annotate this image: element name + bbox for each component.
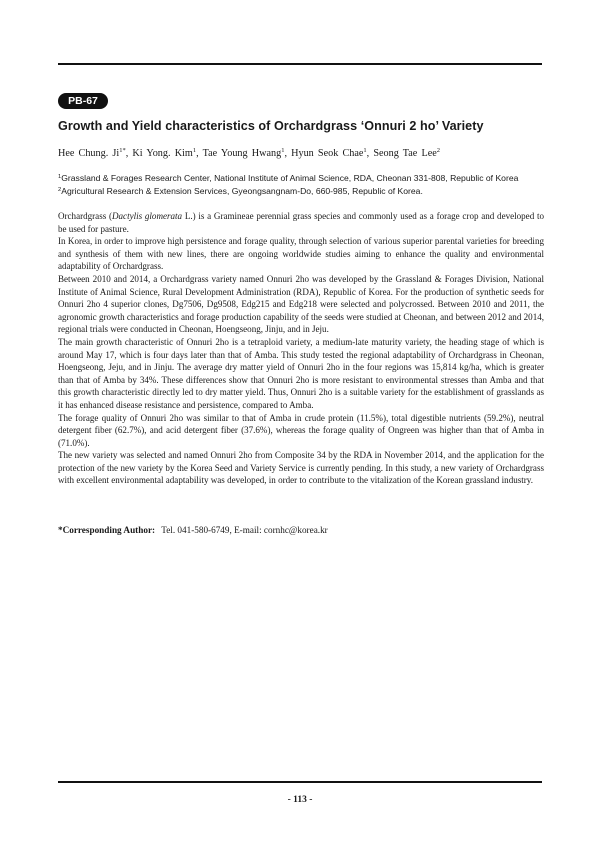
corresponding-contact: Tel. 041-580-6749, E-mail: cornhc@korea.kr — [161, 525, 328, 535]
paper-title: Growth and Yield characteristics of Orchardgrass ‘Onnuri 2 ho’ Variety — [58, 119, 484, 133]
author-list — [58, 147, 542, 159]
abstract-paragraph: Orchardgrass (Dactylis glomerata L.) is a Gramineae perennial grass species and commonly used as a forage crop and developed to be used for pasture. — [58, 211, 545, 234]
abstract-paragraph: The main growth characteristic of Onnuri 2ho is a tetraploid variety, a medium-late maturity variety, the heading stage of which is around May 17, which is four days later than that of Amba. This study tested the regional adaptability of Orchardgrass in Cheonan, Hoengseong, Jeju, and in Jinju. The average dry matter yield of Onnuri 2ho in the four regions was 15,814 kg/ha, which is greater than that of Amba by 34%. These differences show that Onnuri 2ho is more resistant to environmental stresses than Amba and that this growth characteristic directly led to dry matter yield. Thus, Onnuri 2ho is a suitable variety for the establishment of grasslands as it has enhanced disease resistance and persistence, compared to Amba. — [58, 336, 544, 410]
affiliation: $^1$Grassland & Forages Research Center, National Institute of Animal Science, RDA, Cheonan 331-808, Republic of Korea — [58, 173, 519, 183]
author: Hee Chung. $Ji^{1*}$, — [58, 147, 129, 159]
author: Tae Young Hwang$^1$, — [202, 147, 287, 159]
top-rule — [58, 63, 542, 65]
corresponding-label: *Corresponding Author: — [58, 525, 156, 535]
abstract-paragraph: The new variety was selected and named Onnuri 2ho from Composite 34 by the RDA in November 2014, and the application for the protection of the new variety by the Korea Seed and Variety Service is currently pending. In this study, a new variety of Orchardgrass with excellent environmental adaptability was developed, in order to contribute to the vitalization of the Korean grassland industry. — [58, 450, 544, 486]
bottom-rule — [58, 781, 542, 783]
abstract — [58, 210, 544, 487]
session-badge: PB-67 — [58, 93, 108, 109]
abstract-paragraph: In Korea, in order to improve high persistence and forage quality, through selection of various superior parental varieties for breeding and synthesis of them with new lines, there are ongoing worldwide studies aiming to enhance the quality and environmental adaptability of Orchardgrass. — [58, 236, 544, 272]
author: Seong Tae Lee$^2$ — [373, 147, 440, 159]
affiliations — [58, 172, 542, 197]
author: Ki Yong. Kim$^1$, — [132, 147, 199, 159]
author: Hyun Seok Chae$^1$, — [291, 147, 370, 159]
abstract-paragraph: The forage quality of Onnuri 2ho was similar to that of Amba in crude protein (11.5%), total digestible nutrients (59.2%), neutral detergent fiber (62.7%), and acid detergent fiber (37.6%), whereas the forage quality of Ongreen was higher than that of Amba in (71.0%). — [58, 412, 544, 448]
affiliation: $^2$Agricultural Research & Extension Services, Gyeongsangnam-Do, 660-985, Republic of Korea. — [58, 185, 423, 196]
species-name: Dactylis glomerata — [112, 211, 183, 221]
abstract-paragraph: Between 2010 and 2014, a Orchardgrass variety named Onnuri 2ho was developed by the Grassland & Forages Division, National Institute of Animal Science, Rural Development Administration (RDA), Republic of Korea. For the production of synthetic seeds for Onnuri 2ho 4 superior clones, Dg7506, Dg9508, Edg215 and Edg218 were selected and polycrossed. Between 2010 and 2011, the agronomic growth characteristics and forage production capability of the seeds were studied at Cheonan, and between 2012 and 2014, regional trials were conducted in Cheonan, Hoengseong, Jinju, and in Jeju. — [58, 273, 544, 335]
page-number: - 113 - — [287, 795, 313, 805]
corresponding-author — [58, 525, 542, 535]
